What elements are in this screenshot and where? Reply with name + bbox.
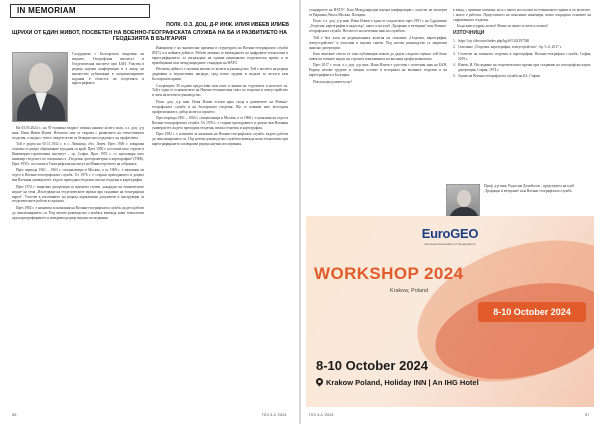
paragraph: Полк. о.з. доц. д-р инж. Илия Илиев е един от създателите през 1991 г. на Сдружение „Геодезия, картография и кадастър“, както и на клуб „Традиции и ветерани“ към Военно-географската служба. Носител е на почетния знак на службата. xyxy=(309,19,447,34)
paragraph: През 1982 г. е назначен за началник на Военно-географската служба, където работи до пенсионирането си. Под негово ръководство службата въвежда нови технологии при картографирането и извършва редица научни изследвания. xyxy=(152,132,288,147)
paragraph: През периода 1961 – 1963 г. специализира в Москва, а от 1968 г. е началник на отдел в Военно-топографската служба. От 1976 г. е старши преподавател и доцент във Военния университет, където преподава геодезия, висша геодезия и картография. xyxy=(12,168,144,183)
reference-item: 2. Списание „Геодезия, картография, земеустройство“, бр. 5–6, 2017 г. xyxy=(453,45,562,50)
page-number-right: 57 xyxy=(585,412,590,417)
location-pin-icon xyxy=(316,378,323,387)
paragraph: Следващите 30 години предоставя своя опит и знания на студентите и колегите си. Той е един от основателите на Научно-техническия съюз по геодезия и земеустройство и член на неговото ръководство. xyxy=(152,83,288,98)
paragraph: в къща, с приятни спомени, но и с много носталгия по отминалите години и по колегите, с които е работил. Представител на поколение инженери, които изградиха основите на съвременната геодезия. xyxy=(453,8,591,22)
paragraph: На 03.05.2024 г., на 91-годишна възраст почина нашият колега полк. о.з. доц. д-р инж. Илия Ивеев Илиев. Неговото име се свързва с развитието на отечествената геодезия, а заедно с това е свидетелство за безкористна отдаденост на професията. xyxy=(12,126,144,140)
paragraph: Инициатор е на значителни промени в структурата на Военно-географската служба (ВГС) и в нейната дейност. Работи активно за въвеждането на цифровите технологии в картографирането, за изграждане на единна национална геодезическа мрежа и за приобщаване към международните стандарти на НАТО. xyxy=(152,46,288,65)
paragraph: Бъди жив и здрав, колега! Вечна ти памет и светъл спомен! xyxy=(457,24,548,29)
left-column-2 xyxy=(152,46,288,408)
left-page xyxy=(0,0,299,424)
portrait-photo xyxy=(12,52,68,122)
paragraph: През 1974 г. защитава дисертация за научната степен „кандидат на техническите науки“ на тема „Изследване на геодезическите мрежи при създаване на топографски карти“. Участва в изготвянето на редица нормативни документи и инструкции за геодезическите работи в страната. xyxy=(12,184,144,204)
eurogeo-workshop-ad xyxy=(306,216,594,407)
workshop-city: Krakow, Poland xyxy=(390,288,429,294)
venue-text: Krakow Poland, Holiday INN | An IHG Hotel xyxy=(326,378,479,387)
eurogeo-logo xyxy=(402,226,498,246)
paragraph: Като вписвате текста от тази публикация можем да дадем следната оценка: той беше човек на точните науки, на строгите изисквания и на високия професионализъм. xyxy=(309,52,447,61)
caption-text: Проф. д-р инж. Радослав Делибосов – председател на клуб „Традиции и ветерани“ към Военно-географската служба xyxy=(484,184,575,193)
logo-text: EuroGEO xyxy=(421,226,479,241)
right-column-1 xyxy=(309,8,447,212)
page-number-left: 56 xyxy=(12,412,17,417)
reference-item: 4. Илиев, И. Изследване на геодезическите мрежи при създаване на топографски карти, дисертация, София, 1974 г. xyxy=(453,62,591,72)
paragraph: През 2017 г. полк. о.з. доц. д-р инж. Илия Илиев е удостоен с почетния знак на БАН. Редица негови трудове и лекции остават в историята на военната геодезия и на картографията в България. xyxy=(309,63,447,78)
left-column-1 xyxy=(12,126,144,408)
paragraph: Сътрудничи с Българската академия на науките, Географския институт и Геодезическия институт при БАН. Участва в редица научни конференции и е автор на множество публикации в специализираните издания в областта на геодезията и картографията. xyxy=(72,52,144,86)
reference-item: 1. https://ojs.cbbva.net/index.php/bg/s0/126/297540 xyxy=(453,39,530,44)
journal-name-right: ГКЗ 3-4 '2024 xyxy=(309,412,334,417)
memoriam-person-name: ПОЛК. О.З. ДОЦ. Д-Р ИНЖ. ИЛИЯ ИВЕЕВ ИЛИЕВ xyxy=(166,22,289,28)
paragraph: Неговата дейност е оценена високо от колеги и ръководство. Той е носител на редица държавни и ведомствени награди, сред които ордени и медали за заслуги към Българската армия. xyxy=(152,67,288,82)
reference-item: 5. Архив на Военно-географската служба на БА, София. xyxy=(453,74,541,79)
paragraph: стандартите на НАТО“. Към Международна научна конференция с участие на експерти от Варшава, Рим и Москва, Пловдив. xyxy=(309,8,447,17)
workshop-venue xyxy=(316,378,479,387)
date-badge: 8-10 October 2024 xyxy=(478,302,586,322)
paragraph: Полк. доц. д-р инж. Илия Илиев остави ярка следа в развитието на Военно-географската служба и на българската геодезия. Ще го помним като всеотдаен професионалист, добър колега и приятел. xyxy=(152,99,288,114)
paragraph: През 1982 г. е назначен за началник на Военно-географската служба, където работи до пенсионирането си. Под негово ръководство службата въвежда нови технологии при картографирането и извършва редица научни изследвания. xyxy=(12,205,144,220)
paragraph: Той е бил член на редакционната колегия на списание „Геодезия, картография, земеустройство“ и участник в научни съвети. Под негово ръководство са защитени няколко дисертации. xyxy=(309,35,447,50)
memoriam-title-block xyxy=(10,22,289,43)
references-title: ИЗТОЧНИЦИ xyxy=(453,30,485,37)
workshop-date: 8-10 October 2024 xyxy=(316,358,429,373)
photo-side-text xyxy=(72,52,144,124)
workshop-title: WORKSHOP 2024 xyxy=(314,264,464,283)
section-title: IN MEMORIAM xyxy=(10,4,150,18)
reference-item: 3. Столетие на военната геодезия и картография, Военно-географска служба, София, 2019 г. xyxy=(453,51,591,61)
paragraph: През периода 1961 – 1963 г. специализира в Москва, а от 1968 г. е началник на отдел в Военно-топографската служба. От 1976 г. е старши преподавател и доцент във Военния университет, където преподава геодезия, висша геодезия и картография. xyxy=(152,116,288,130)
paragraph: Той е роден на 05.11.1932 г. в с. Лешница, обл. Ловеч. През 1949 г. завършва основно и средно образование в родния си край. През 1950 г. постъпва като студент в Инженерно-строителния институт – гр. София. През 1955 г. се дипломира като инженер-геодезист по специалност „Геодезия, фотограметрия и картография“ (ГФК). През 1955 г. постъпва в Топографския институт на Министерството на отбраната. xyxy=(12,142,144,166)
right-column-2 xyxy=(453,8,591,180)
memoriam-heading: ЩРИХИ ОТ ЕДИН ЖИВОТ, ПОСВЕТЕН НА ВОЕННО-ГЕОГРАФСКАТА СЛУЖБА НА БА И РАЗВИТИЕТО НА ГЕОДЕЗИЯТА В БЪЛГАРИЯ xyxy=(11,29,288,42)
logo-tagline: European Association of Geographers xyxy=(424,242,476,246)
journal-name-left: ГКЗ 3-4 '2024 xyxy=(262,412,287,417)
paragraph: Поклон пред паметта му! xyxy=(313,79,352,84)
